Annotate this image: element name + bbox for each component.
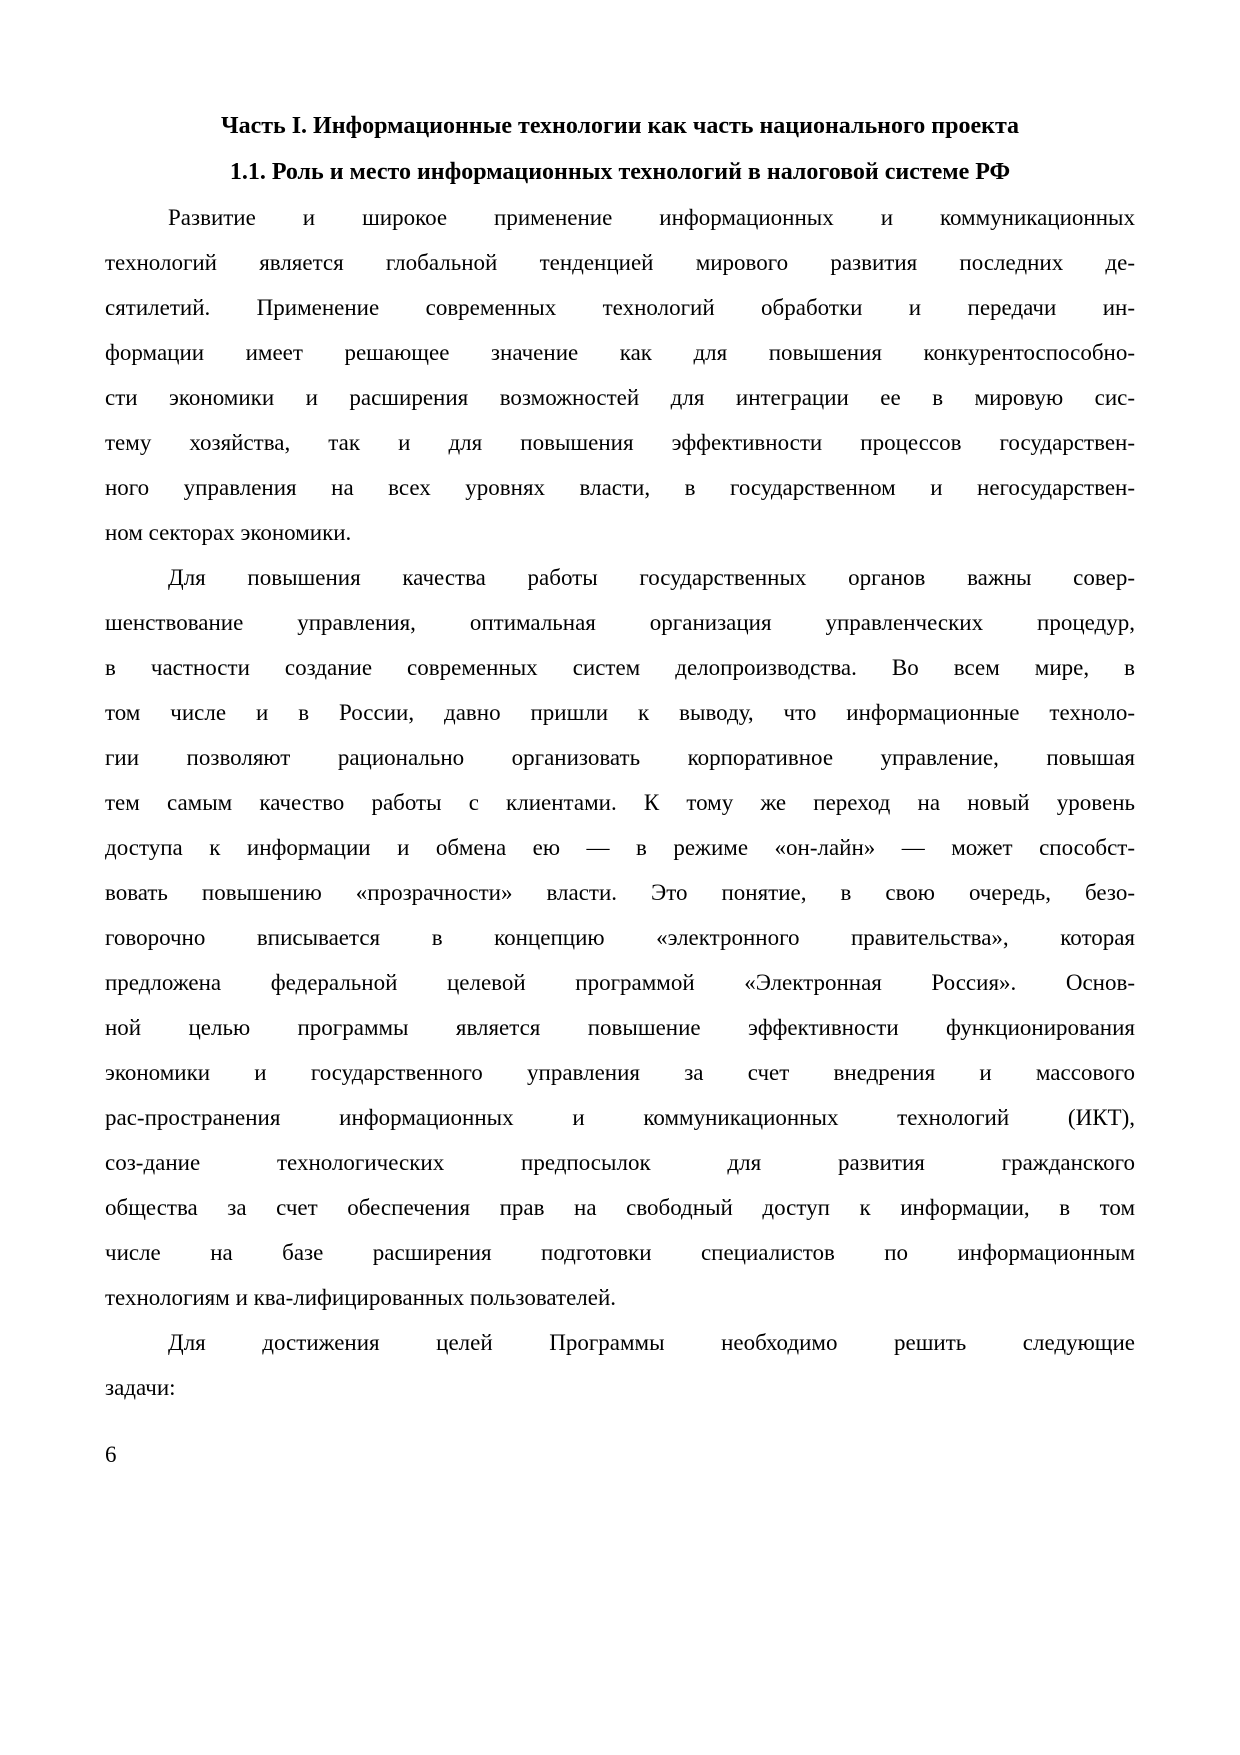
text-line: ном секторах экономики. xyxy=(105,520,352,545)
text-line: технологий является глобальной тенденцией мирового развития последних де- xyxy=(105,250,1135,275)
text-line: говорочно вписывается в концепцию «электронного правительства», которая xyxy=(105,925,1135,950)
text-line: гии позволяют рационально организовать корпоративное управление, повышая xyxy=(105,745,1135,770)
text-line: Для повышения качества работы государственных органов важны совер- xyxy=(168,565,1135,590)
text-line: доступа к информации и обмена ею — в режиме «он-лайн» — может способст- xyxy=(105,835,1135,860)
paragraphs xyxy=(105,195,1135,1410)
paragraph xyxy=(105,195,1135,555)
text-line: вовать повышению «прозрачности» власти. Это понятие, в свою очередь, безо- xyxy=(105,880,1135,905)
text-line: сятилетий. Применение современных технологий обработки и передачи ин- xyxy=(105,295,1135,320)
paragraph xyxy=(105,1320,1135,1410)
text-line: том числе и в России, давно пришли к выводу, что информационные техноло- xyxy=(105,700,1135,725)
text-line: шенствование управления, оптимальная организация управленческих процедур, xyxy=(105,610,1135,635)
page-number: 6 xyxy=(105,1442,117,1467)
text-line: общества за счет обеспечения прав на свободный доступ к информации, в том xyxy=(105,1195,1135,1220)
text-line: формации имеет решающее значение как для повышения конкурентоспособно- xyxy=(105,340,1135,365)
text-line: Развитие и широкое применение информационных и коммуникационных xyxy=(168,205,1135,230)
text-line: задачи: xyxy=(105,1375,176,1400)
text-line: числе на базе расширения подготовки специалистов по информационным xyxy=(105,1240,1135,1265)
text-line: в частности создание современных систем делопроизводства. Во всем мире, в xyxy=(105,655,1135,680)
text-line: тем самым качество работы с клиентами. К тому же переход на новый уровень xyxy=(105,790,1135,815)
text-line: ного управления на всех уровнях власти, в государственном и негосударствен- xyxy=(105,475,1135,500)
text-line: тему хозяйства, так и для повышения эффективности процессов государствен- xyxy=(105,430,1135,455)
text-line: соз-дание технологических предпосылок для развития гражданского xyxy=(105,1150,1135,1175)
text-line: экономики и государственного управления за счет внедрения и массового xyxy=(105,1060,1135,1085)
text-line: предложена федеральной целевой программой «Электронная Россия». Основ- xyxy=(105,970,1135,995)
text-line: рас-пространения информационных и коммуникационных технологий (ИКТ), xyxy=(105,1105,1135,1130)
paragraph xyxy=(105,555,1135,1320)
chapter-heading: Часть I. Информационные технологии как часть национального проекта xyxy=(220,113,1020,139)
text-line: сти экономики и расширения возможностей для интеграции ее в мировую сис- xyxy=(105,385,1135,410)
text-line: Для достижения целей Программы необходимо решить следующие xyxy=(168,1330,1135,1355)
text-line: ной целью программы является повышение эффективности функционирования xyxy=(105,1015,1135,1040)
text-line: технологиям и ква-лифицированных пользователей. xyxy=(105,1285,617,1310)
section-heading: 1.1. Роль и место информационных технологий в налоговой системе РФ xyxy=(229,159,1011,185)
